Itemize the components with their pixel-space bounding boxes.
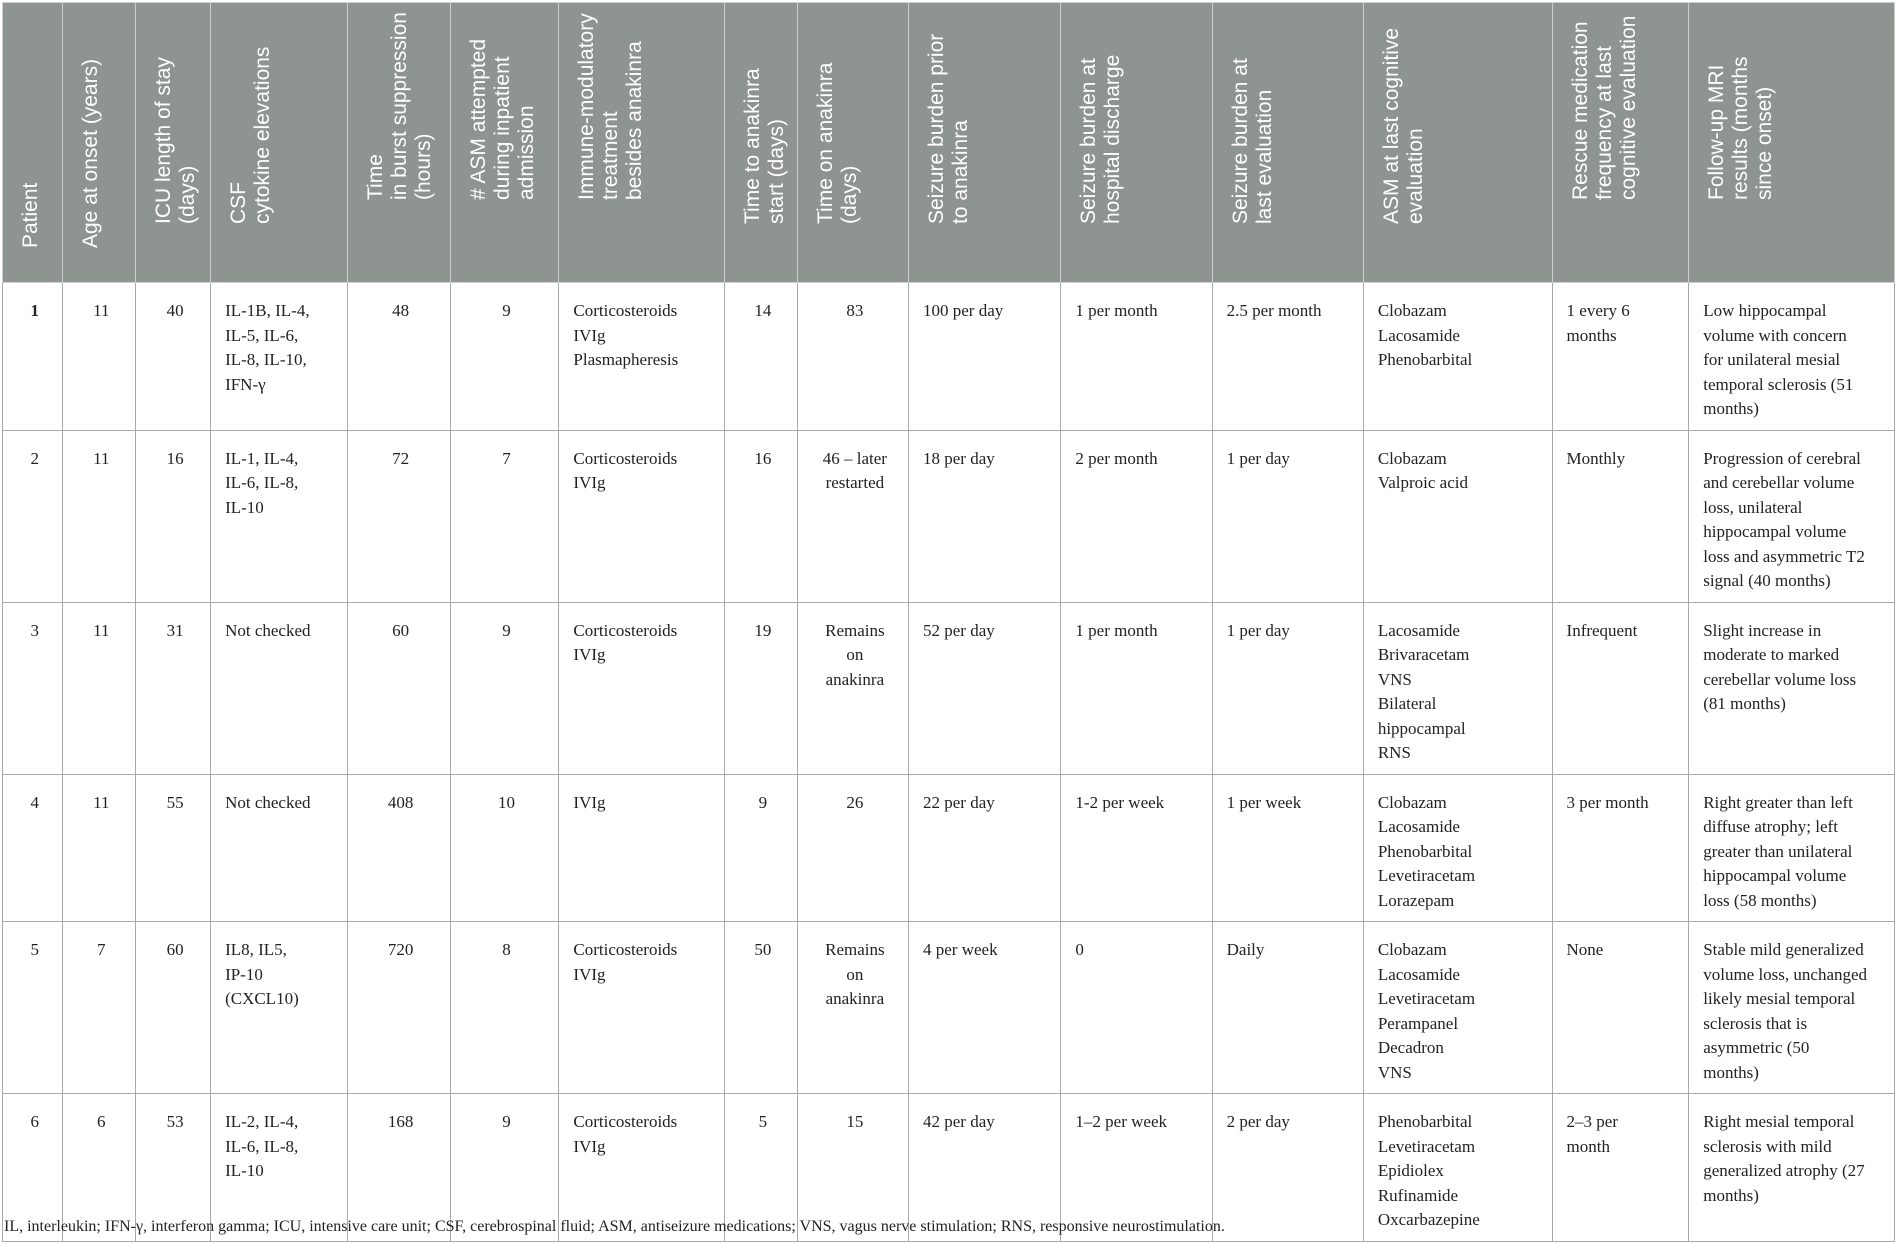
- cell-line: diffuse atrophy; left: [1703, 817, 1838, 836]
- cell-line: Lacosamide: [1377, 817, 1460, 836]
- cell-csf-cytokines: [211, 283, 348, 431]
- cell-line: sclerosis that is: [1703, 1013, 1808, 1033]
- cell-line: on: [846, 964, 864, 984]
- cell-line: hippocampal volume: [1703, 866, 1847, 885]
- clinical-table-container: [2, 2, 1895, 1242]
- clinical-table: [2, 2, 1895, 1242]
- cell-line: Not checked: [225, 620, 311, 640]
- cell-line: Corticosteroids: [573, 1112, 678, 1131]
- cell-seizure-discharge: 2 per month: [1061, 430, 1212, 602]
- table-footnote: IL, interleukin; IFN-γ, interferon gamma; ICU, intensive care unit; CSF, cerebrospinal fluid; ASM, antiseizure medications; VNS, vagus nerve stimulation; RNS, responsive neurostimulation.: [4, 1218, 1225, 1235]
- cell-line: Clobazam: [1377, 940, 1447, 959]
- cell-asm-last: [1363, 283, 1552, 431]
- cell-line: Monthly: [1566, 448, 1626, 468]
- header-icu-length-of-stay: [136, 3, 211, 283]
- cell-burst-suppression: 408: [347, 774, 450, 922]
- cell-icu-length: 55: [136, 774, 211, 922]
- cell-line: IL-10: [225, 497, 264, 517]
- cell-seizure-prior: 42 per day: [909, 1094, 1061, 1242]
- table-row: [3, 922, 1895, 1094]
- cell-burst-suppression: 72: [347, 430, 450, 602]
- cell-time-to-anakinra: 50: [725, 922, 798, 1094]
- header-label-line: Immune-modulatory: [575, 13, 599, 200]
- cell-seizure-last: 2 per day: [1212, 1094, 1363, 1242]
- cell-line: IP-10: [225, 964, 263, 984]
- cell-line: Corticosteroids: [573, 448, 678, 468]
- cell-line: loss (58 months): [1703, 890, 1817, 910]
- cell-line: Lorazepam: [1377, 890, 1455, 910]
- cell-time-on-anakinra: [797, 774, 908, 922]
- cell-time-to-anakinra: 14: [725, 283, 798, 431]
- cell-icu-length: 53: [136, 1094, 211, 1242]
- cell-line: 2–3 per: [1566, 1112, 1618, 1131]
- cell-asm-attempted: 9: [450, 283, 559, 431]
- cell-age-at-onset: 11: [63, 774, 136, 922]
- cell-time-on-anakinra: [797, 922, 908, 1094]
- header-csf-cytokine-elevations: [211, 3, 348, 283]
- cell-seizure-last: Daily: [1212, 922, 1363, 1094]
- cell-seizure-last: 1 per day: [1212, 602, 1363, 774]
- cell-line: hippocampal: [1377, 718, 1466, 738]
- cell-seizure-prior: 4 per week: [909, 922, 1061, 1094]
- cell-line: IVIg: [573, 645, 606, 664]
- cell-line: moderate to marked: [1703, 645, 1840, 664]
- cell-line: generalized atrophy (27: [1703, 1161, 1865, 1180]
- cell-line: months): [1703, 1185, 1759, 1205]
- cell-patient: 4: [3, 774, 63, 922]
- cell-icu-length: 60: [136, 922, 211, 1094]
- header-label-line: Rescue medication: [1568, 21, 1592, 200]
- cell-line: Phenobarbital: [1377, 841, 1473, 861]
- cell-line: Decadron: [1377, 1038, 1444, 1057]
- cell-line: IL-8, IL-10,: [225, 350, 307, 369]
- cell-follow-up-mri: [1689, 430, 1895, 602]
- cell-line: volume loss, unchanged: [1703, 964, 1868, 984]
- cell-line: temporal sclerosis (51: [1703, 374, 1854, 394]
- header-label-line: (days): [176, 165, 200, 224]
- cell-csf-cytokines: [211, 922, 348, 1094]
- cell-csf-cytokines: [211, 774, 348, 922]
- table-row: [3, 602, 1895, 774]
- header-label-line: Time on anakinra: [813, 62, 837, 224]
- cell-line: Corticosteroids: [573, 301, 678, 320]
- cell-age-at-onset: 11: [63, 283, 136, 431]
- cell-line: IL8, IL5,: [225, 940, 287, 959]
- cell-line: (CXCL10): [225, 989, 299, 1008]
- cell-asm-attempted: 9: [450, 1094, 559, 1242]
- cell-line: anakinra: [825, 669, 885, 689]
- header-label-line: Seizure burden at: [1228, 58, 1252, 224]
- cell-line: Lacosamide: [1377, 620, 1460, 640]
- cell-line: Oxcarbazepine: [1377, 1210, 1480, 1229]
- cell-line: IL-5, IL-6,: [225, 325, 299, 345]
- cell-csf-cytokines: [211, 430, 348, 602]
- cell-line: Lacosamide: [1377, 964, 1460, 984]
- cell-line: Not checked: [225, 792, 311, 812]
- cell-line: Corticosteroids: [573, 620, 678, 640]
- cell-line: months): [1703, 399, 1759, 418]
- header-label-line: ICU length of stay: [152, 57, 176, 224]
- header-immune-modulatory-treatment: [559, 3, 725, 283]
- cell-seizure-last: 1 per day: [1212, 430, 1363, 602]
- cell-line: 83: [846, 301, 864, 320]
- table-header: [3, 3, 1895, 283]
- cell-line: Epidiolex: [1377, 1161, 1444, 1180]
- cell-line: signal (40 months): [1703, 571, 1831, 590]
- cell-line: VNS: [1377, 1062, 1412, 1082]
- cell-seizure-prior: 18 per day: [909, 430, 1061, 602]
- header-time-on-anakinra: [797, 3, 908, 283]
- header-label-line: last evaluation: [1252, 89, 1276, 224]
- cell-line: Remains: [825, 940, 885, 959]
- header-label-line: besides anakinra: [623, 41, 647, 200]
- header-label-line: hospital discharge: [1101, 54, 1125, 224]
- header-label-line: Seizure burden prior: [925, 33, 948, 224]
- cell-line: Clobazam: [1377, 792, 1447, 812]
- cell-seizure-last: 2.5 per month: [1212, 283, 1363, 431]
- cell-seizure-discharge: 1 per month: [1061, 283, 1212, 431]
- cell-line: 26: [846, 792, 864, 812]
- cell-line: Valproic acid: [1377, 473, 1468, 492]
- cell-line: on: [846, 645, 864, 664]
- cell-line: restarted: [825, 473, 885, 492]
- header-label-line: CSF: [227, 182, 251, 224]
- cell-line: Right greater than left: [1703, 792, 1853, 812]
- header-patient: [3, 3, 63, 283]
- cell-line: 3 per month: [1566, 792, 1649, 812]
- cell-line: (81 months): [1703, 694, 1786, 713]
- cell-line: IL-6, IL-8,: [225, 1136, 299, 1156]
- cell-burst-suppression: 60: [347, 602, 450, 774]
- header-age-at-onset: [63, 3, 136, 283]
- cell-icu-length: 16: [136, 430, 211, 602]
- cell-line: anakinra: [825, 989, 885, 1008]
- cell-line: Perampanel: [1377, 1013, 1459, 1033]
- cell-rescue-frequency: [1552, 1094, 1689, 1242]
- cell-rescue-frequency: [1552, 774, 1689, 922]
- cell-line: loss and asymmetric T2: [1703, 546, 1865, 566]
- header-label-line: cytokine elevations: [251, 46, 275, 224]
- cell-asm-last: [1363, 922, 1552, 1094]
- header-label-line: results (months: [1729, 56, 1753, 200]
- cell-line: Phenobarbital: [1377, 1112, 1473, 1131]
- header-label-line: start (days): [765, 118, 789, 224]
- cell-csf-cytokines: [211, 602, 348, 774]
- cell-icu-length: 31: [136, 602, 211, 774]
- cell-line: Plasmapheresis: [573, 350, 679, 369]
- cell-follow-up-mri: [1689, 922, 1895, 1094]
- cell-line: IVIg: [573, 964, 606, 984]
- cell-line: IVIg: [573, 325, 606, 345]
- header-label-line: (hours): [411, 133, 435, 200]
- cell-line: Clobazam: [1377, 448, 1447, 468]
- cell-line: Progression of cerebral: [1703, 448, 1861, 468]
- cell-rescue-frequency: [1552, 922, 1689, 1094]
- cell-seizure-discharge: 1 per month: [1061, 602, 1212, 774]
- cell-line: asymmetric (50: [1703, 1038, 1810, 1057]
- cell-seizure-prior: 100 per day: [909, 283, 1061, 431]
- header-label-line: admission: [514, 105, 538, 200]
- cell-seizure-prior: 52 per day: [909, 602, 1061, 774]
- header-seizure-burden-prior: [909, 3, 1061, 283]
- cell-patient: 3: [3, 602, 63, 774]
- cell-seizure-last: 1 per week: [1212, 774, 1363, 922]
- cell-asm-attempted: 8: [450, 922, 559, 1094]
- cell-immune-treatment: [559, 283, 725, 431]
- header-label-line: Patient: [19, 182, 42, 248]
- table-row: [3, 430, 1895, 602]
- cell-rescue-frequency: [1552, 283, 1689, 431]
- cell-line: Clobazam: [1377, 301, 1447, 320]
- cell-line: IVIg: [573, 792, 606, 812]
- cell-follow-up-mri: [1689, 1094, 1895, 1242]
- header-label-line: Time: [363, 154, 387, 200]
- cell-follow-up-mri: [1689, 602, 1895, 774]
- cell-line: IVIg: [573, 1136, 606, 1156]
- cell-line: for unilateral mesial: [1703, 350, 1841, 369]
- header-label-line: Seizure burden at: [1077, 58, 1101, 224]
- cell-asm-last: [1363, 602, 1552, 774]
- header-follow-up-mri: [1689, 3, 1895, 283]
- cell-immune-treatment: [559, 430, 725, 602]
- cell-line: 15: [846, 1112, 864, 1131]
- header-row: [3, 3, 1895, 283]
- cell-seizure-discharge: 0: [1061, 922, 1212, 1094]
- header-seizure-burden-last: [1212, 3, 1363, 283]
- cell-seizure-discharge: 1–2 per week: [1061, 1094, 1212, 1242]
- cell-immune-treatment: [559, 602, 725, 774]
- header-label-line: since onset): [1753, 86, 1777, 200]
- cell-line: loss, unilateral: [1703, 497, 1803, 517]
- cell-line: IL-1, IL-4,: [225, 448, 299, 468]
- cell-asm-last: [1363, 430, 1552, 602]
- header-label-line: (days): [837, 165, 861, 224]
- cell-line: Levetiracetam: [1377, 1136, 1476, 1156]
- cell-time-to-anakinra: 9: [725, 774, 798, 922]
- header-label-line: during inpatient: [490, 56, 514, 200]
- cell-seizure-prior: 22 per day: [909, 774, 1061, 922]
- cell-patient: 5: [3, 922, 63, 1094]
- cell-immune-treatment: [559, 922, 725, 1094]
- cell-line: RNS: [1377, 743, 1411, 762]
- cell-asm-attempted: 10: [450, 774, 559, 922]
- cell-line: cerebellar volume loss: [1703, 669, 1857, 689]
- cell-asm-attempted: 9: [450, 602, 559, 774]
- cell-time-to-anakinra: 5: [725, 1094, 798, 1242]
- header-label-line: Follow-up MRI: [1705, 64, 1729, 200]
- cell-line: hippocampal volume: [1703, 522, 1847, 541]
- cell-time-on-anakinra: [797, 430, 908, 602]
- cell-asm-last: [1363, 774, 1552, 922]
- cell-follow-up-mri: [1689, 283, 1895, 431]
- cell-age-at-onset: 6: [63, 1094, 136, 1242]
- cell-age-at-onset: 11: [63, 430, 136, 602]
- cell-line: Slight increase in: [1703, 620, 1822, 640]
- cell-patient: 2: [3, 430, 63, 602]
- cell-age-at-onset: 7: [63, 922, 136, 1094]
- cell-line: greater than unilateral: [1703, 841, 1853, 861]
- cell-line: VNS: [1377, 669, 1412, 689]
- cell-line: IL-2, IL-4,: [225, 1112, 299, 1131]
- cell-line: volume with concern: [1703, 325, 1847, 345]
- cell-line: Bilateral: [1377, 694, 1437, 713]
- cell-line: likely mesial temporal: [1703, 989, 1856, 1008]
- header-label-line: Age at onset (years): [79, 58, 103, 248]
- header-label-line: to anakinra: [949, 120, 972, 224]
- cell-patient: 1: [3, 283, 63, 431]
- cell-line: Infrequent: [1566, 620, 1638, 640]
- header-label-line: Time to anakinra: [741, 68, 765, 224]
- cell-line: Corticosteroids: [573, 940, 678, 959]
- cell-line: months): [1703, 1062, 1759, 1082]
- header-label-line: in burst suppression: [387, 12, 411, 200]
- cell-immune-treatment: [559, 774, 725, 922]
- cell-line: Low hippocampal: [1703, 301, 1827, 320]
- cell-line: and cerebellar volume: [1703, 473, 1855, 492]
- cell-age-at-onset: 11: [63, 602, 136, 774]
- cell-line: None: [1566, 940, 1604, 959]
- cell-follow-up-mri: [1689, 774, 1895, 922]
- header-asm-last-evaluation: [1363, 3, 1552, 283]
- cell-line: IL-6, IL-8,: [225, 473, 299, 492]
- cell-line: Stable mild generalized: [1703, 940, 1864, 959]
- header-label-line: # ASM attempted: [466, 38, 490, 200]
- cell-line: sclerosis with mild: [1703, 1136, 1832, 1156]
- cell-rescue-frequency: [1552, 430, 1689, 602]
- cell-patient: 6: [3, 1094, 63, 1242]
- cell-seizure-discharge: 1-2 per week: [1061, 774, 1212, 922]
- cell-rescue-frequency: [1552, 602, 1689, 774]
- cell-line: 1 every 6: [1566, 301, 1630, 320]
- cell-line: Lacosamide: [1377, 325, 1460, 345]
- table-row: [3, 774, 1895, 922]
- cell-asm-last: [1363, 1094, 1552, 1242]
- header-time-in-burst-suppression: [347, 3, 450, 283]
- header-label-line: evaluation: [1403, 128, 1427, 224]
- header-label-line: treatment: [599, 111, 623, 200]
- cell-line: IVIg: [573, 473, 606, 492]
- cell-line: months: [1566, 325, 1617, 345]
- cell-line: IL-1B, IL-4,: [225, 301, 310, 320]
- header-label-line: cognitive evaluation: [1616, 15, 1640, 200]
- cell-line: Levetiracetam: [1377, 989, 1476, 1008]
- cell-time-to-anakinra: 16: [725, 430, 798, 602]
- cell-line: Phenobarbital: [1377, 350, 1473, 369]
- cell-line: IFN-γ: [225, 374, 266, 394]
- cell-burst-suppression: 168: [347, 1094, 450, 1242]
- cell-icu-length: 40: [136, 283, 211, 431]
- cell-burst-suppression: 48: [347, 283, 450, 431]
- cell-asm-attempted: 7: [450, 430, 559, 602]
- cell-line: month: [1566, 1136, 1610, 1156]
- cell-line: 46 – later: [822, 448, 887, 468]
- cell-line: Rufinamide: [1377, 1185, 1459, 1205]
- cell-line: Levetiracetam: [1377, 866, 1476, 885]
- table-body: [3, 283, 1895, 1242]
- cell-line: IL-10: [225, 1161, 264, 1180]
- header-rescue-medication-frequency: [1552, 3, 1689, 283]
- header-label-line: frequency at last: [1592, 45, 1616, 200]
- header-seizure-burden-discharge: [1061, 3, 1212, 283]
- cell-line: Remains: [825, 620, 885, 640]
- table-row: [3, 283, 1895, 431]
- cell-line: Right mesial temporal: [1703, 1112, 1855, 1131]
- header-asm-attempted: [450, 3, 559, 283]
- cell-line: Brivaracetam: [1377, 645, 1470, 664]
- cell-time-to-anakinra: 19: [725, 602, 798, 774]
- header-label-line: ASM at last cognitive: [1379, 27, 1403, 224]
- cell-burst-suppression: 720: [347, 922, 450, 1094]
- cell-time-on-anakinra: [797, 283, 908, 431]
- header-time-to-anakinra-start: [725, 3, 798, 283]
- cell-time-on-anakinra: [797, 602, 908, 774]
